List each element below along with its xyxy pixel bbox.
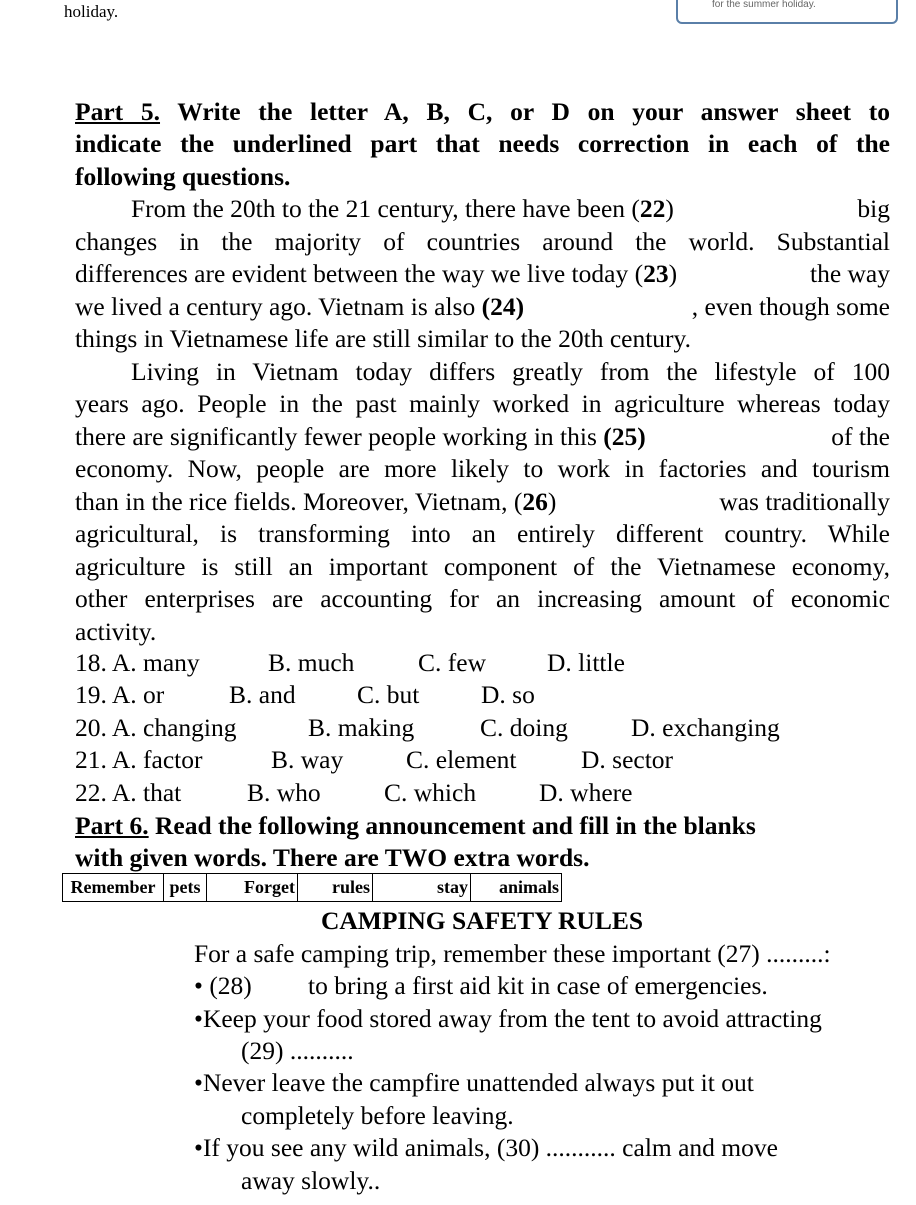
- bullet-icon: •: [194, 971, 203, 1000]
- option-c: C. few: [418, 648, 486, 677]
- rule-item-3-continued: completely before leaving.: [241, 1101, 514, 1130]
- part6-heading-line1: Part 6. Read the following announcement and fill in the blanks: [75, 811, 756, 840]
- blank-22: 22: [639, 194, 666, 223]
- option-d: D. so: [481, 680, 535, 709]
- option-b: B. and: [229, 680, 296, 709]
- option-a: 20. A. changing: [75, 713, 237, 742]
- previous-page-box: [676, 0, 898, 24]
- option-a: 19. A. or: [75, 680, 165, 709]
- passage-p1-line5: things in Vietnamese life are still similar to the 20th century.: [75, 324, 691, 353]
- word-box-item: pets: [164, 874, 207, 902]
- part5-heading-line1: Part 5. Write the letter A, B, C, or D on your answer sheet to: [75, 97, 890, 126]
- word-box-item: animals: [471, 874, 562, 902]
- part6-label: Part 6.: [75, 811, 149, 840]
- passage-p1-line2: changes in the majority of countries around the world. Substantial: [75, 227, 890, 256]
- blank-23: 23: [643, 259, 669, 288]
- option-b: B. much: [268, 648, 355, 677]
- word-box-item: Forget: [207, 874, 298, 902]
- rule-item-4-continued: away slowly..: [241, 1166, 381, 1195]
- option-c: C. which: [384, 778, 477, 807]
- option-d: D. exchanging: [631, 713, 780, 742]
- part5-label: Part 5.: [75, 97, 161, 126]
- rule-item-2-continued: (29) ..........: [241, 1036, 354, 1065]
- passage-p2-line9: activity.: [75, 617, 157, 646]
- part5-heading-line2: indicate the underlined part that needs correction in each of the: [75, 129, 890, 158]
- rule-item-4: •If you see any wild animals, (30) ........... calm and move: [194, 1133, 778, 1162]
- rule-item-1: • (28) to bring a first aid kit in case of emergencies.: [194, 971, 768, 1000]
- passage-p2-line8: other enterprises are accounting for an increasing amount of economic: [75, 584, 890, 613]
- blank-26: 26: [522, 487, 548, 516]
- rule-item-3: •Never leave the campfire unattended always put it out: [194, 1068, 754, 1097]
- passage-p2-line7: agriculture is still an important component of the Vietnamese economy,: [75, 552, 890, 581]
- option-a: 18. A. many: [75, 648, 200, 677]
- announcement-intro: For a safe camping trip, remember these important (27) .........:: [194, 939, 831, 968]
- option-d: D. little: [547, 648, 625, 677]
- passage-p2-line4: economy. Now, people are more likely to work in factories and tourism: [75, 454, 890, 483]
- bullet-icon: •: [194, 1068, 203, 1097]
- previous-page-box-text: for the summer holiday.: [712, 0, 816, 10]
- previous-page-fragment: holiday.: [64, 2, 119, 21]
- option-a: 22. A. that: [75, 778, 182, 807]
- option-c: C. but: [357, 680, 420, 709]
- blank-24: (24): [481, 292, 525, 321]
- option-d: D. where: [539, 778, 633, 807]
- bullet-icon: •: [194, 1004, 203, 1033]
- option-a: 21. A. factor: [75, 745, 203, 774]
- passage-p2-line6: agricultural, is transforming into an entirely different country. While: [75, 519, 890, 548]
- word-box: [62, 873, 562, 902]
- word-box-item: rules: [298, 874, 373, 902]
- word-box-item: stay: [373, 874, 471, 902]
- part6-heading-line2: with given words. There are TWO extra words.: [75, 843, 590, 872]
- option-c: C. doing: [480, 713, 568, 742]
- option-d: D. sector: [581, 745, 674, 774]
- passage-p2-line1: Living in Vietnam today differs greatly from the lifestyle of 100: [131, 357, 890, 386]
- rule-item-2: •Keep your food stored away from the tent to avoid attracting: [194, 1004, 822, 1033]
- word-box-item: Remember: [63, 874, 164, 902]
- option-c: C. element: [406, 745, 517, 774]
- part5-heading-line3: following questions.: [75, 162, 291, 191]
- announcement-title: CAMPING SAFETY RULES: [320, 906, 644, 935]
- option-b: B. making: [308, 713, 415, 742]
- blank-25: (25): [603, 422, 646, 451]
- passage-p2-line2: years ago. People in the past mainly worked in agriculture whereas today: [75, 389, 890, 418]
- option-b: B. who: [247, 778, 321, 807]
- bullet-icon: •: [194, 1133, 203, 1162]
- option-b: B. way: [271, 745, 344, 774]
